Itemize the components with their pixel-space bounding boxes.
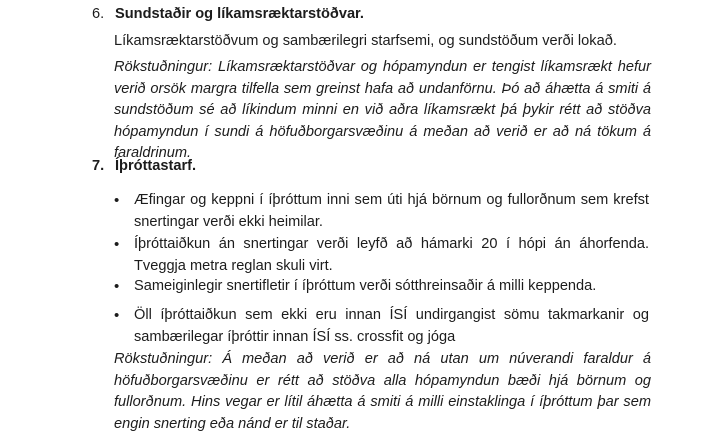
list-item-text: Æfingar og keppni í íþróttum inni sem úti hjá börnum og fullorðnum sem krefst snertingar verði ekki heimilar. xyxy=(134,192,649,230)
bullet-icon: • xyxy=(114,278,120,295)
section-7-heading xyxy=(92,156,196,178)
section-6-title: Sundstaðir og líkamsræktarstöðvar. xyxy=(115,6,364,22)
bullet-icon: • xyxy=(114,236,120,253)
section-6-reasoning: Rökstuðningur: Líkamsræktarstöðvar og hópamyndun er tengist líkamsrækt hefur verið orsök margra tilfella sem greinst hafa að undanförnu. Þó að áhætta á smiti á sundstöðum sé að líkindum minni en við aðra líkamsrækt þá þykir rétt að stöðva hópamyndun í sundi á höfuðborgarsvæðinu á meðan að verið er að ná tökum á faraldrinum. xyxy=(114,59,651,161)
section-6-number: 6. xyxy=(92,6,105,22)
bullet-icon: • xyxy=(114,307,120,324)
section-7-reasoning: Rökstuðningur: Á meðan að verið er að ná utan um núverandi faraldur á höfuðborgarsvæðinu er rétt að stöðva alla hópamyndun bæði hjá börnum og fullorðnum. Hins vegar er lítil áhætta á smiti á milli einstaklinga í íþróttum þar sem engin snerting eða nánd er til staðar. xyxy=(114,351,651,432)
list-item-text: Öll íþróttaiðkun sem ekki eru innan ÍSÍ undirgangist sömu takmarkanir og sambærilegar íþróttir innan ÍSÍ ss. crossfit og jóga xyxy=(134,307,649,345)
section-6-heading xyxy=(92,4,364,26)
list-item-text: Íþróttaiðkun án snertingar verði leyfð að hámarki 20 í hópi án áhorfenda. Tveggja metra reglan skuli virt. xyxy=(134,236,649,274)
list-item-text: Sameiginlegir snertifletir í íþróttum verði sótthreinsaðir á milli keppenda. xyxy=(134,278,597,294)
bullet-icon: • xyxy=(114,192,120,209)
section-7-number: 7. xyxy=(92,158,105,174)
section-6-rule: Líkamsræktarstöðvum og sambærilegri starfsemi, og sundstöðum verði lokað. xyxy=(114,33,617,49)
section-7-title: Íþróttastarf. xyxy=(115,158,197,174)
